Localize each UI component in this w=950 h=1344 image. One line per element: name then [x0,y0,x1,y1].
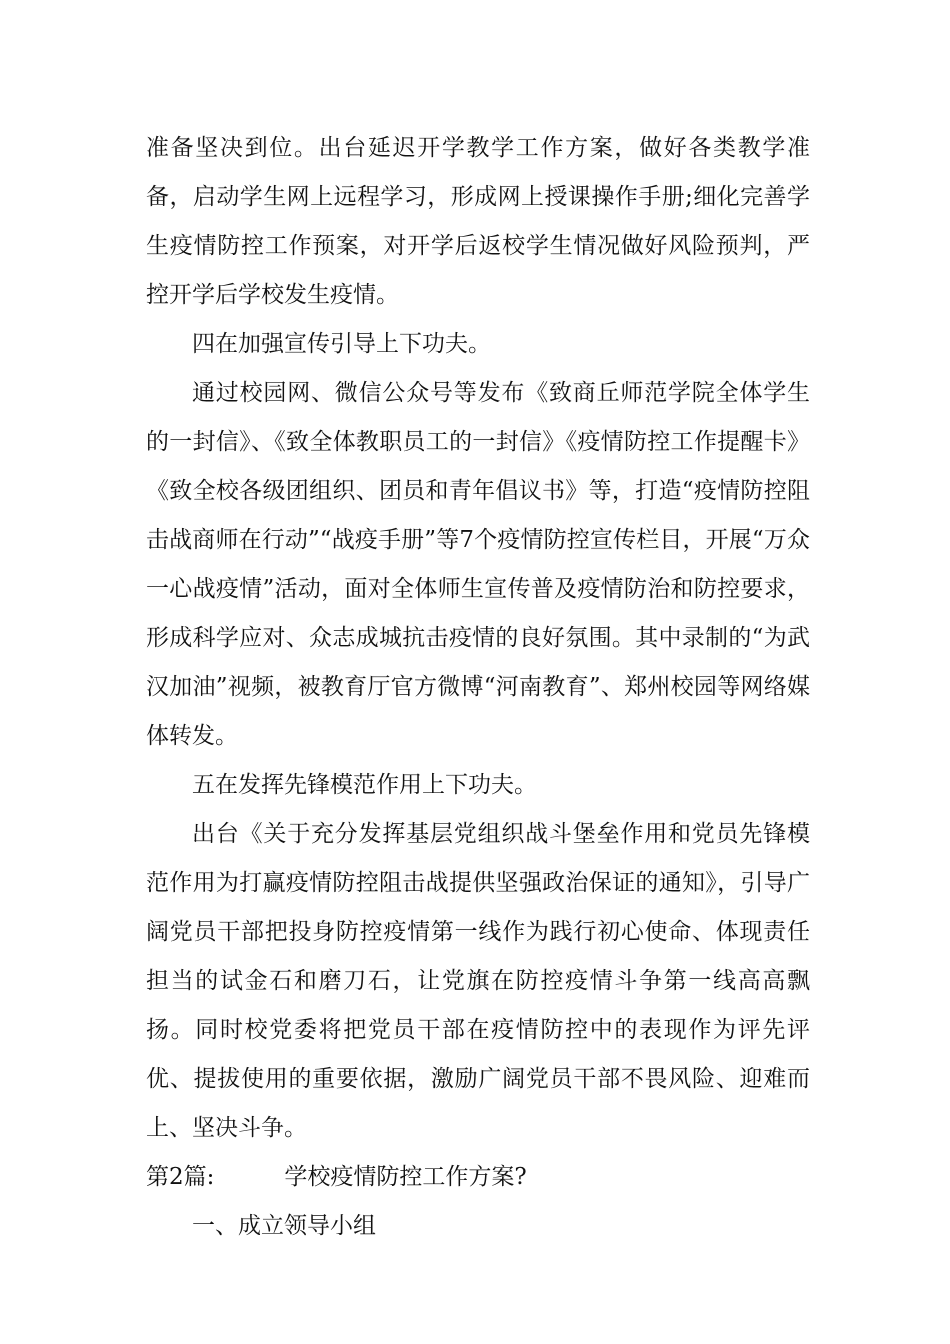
paragraph-prevention-prep: 准备坚决到位。出台延迟开学教学工作方案，做好各类教学准备，启动学生网上远程学习，形成网上授课操作手册;细化完善学生疫情防控工作预案，对开学后返校学生情况做好风险预判，严控开学后学校发生疫情。 [146,135,810,308]
document-body [146,124,810,1251]
chapter-label: 第2篇: [146,1164,215,1190]
section-heading: 一、成立领导小组 [192,1213,376,1239]
heading-vanguard: 五在发挥先锋模范作用上下功夫。 [192,772,537,798]
paragraph-vanguard: 出台《关于充分发挥基层党组织战斗堡垒作用和党员先锋模范作用为打赢疫情防控阻击战提供坚强政治保证的通知》，引导广阔党员干部把投身防控疫情第一线作为践行初心使命、体现责任担当的试金石和磨刀石，让党旗在防控疫情斗争第一线高高飘扬。同时校党委将把党员干部在疫情防控中的表现作为评先评优、提拔使用的重要依据，激励广阔党员干部不畏风险、迎难而上、坚决斗争。 [146,821,810,1141]
chapter-title: 学校疫情防控工作方案? [284,1164,527,1190]
chapter-heading [146,1153,810,1202]
paragraph-publicity: 通过校园网、微信公众号等发布《致商丘师范学院全体学生的一封信》、《致全体教职员工的一封信》《疫情防控工作提醒卡》《致全校各级团组织、团员和青年倡议书》等，打造“疫情防控阻击战商师在行动”“战疫手册”等7个疫情防控宣传栏目，开展“万众一心战疫情”活动，面对全体师生宣传普及疫情防治和防控要求，形成科学应对、众志成城抗击疫情的良好氛围。其中录制的“为武汉加油”视频，被教育厅官方微博“河南教育”、郑州校园等网络媒体转发。 [146,380,810,749]
heading-publicity: 四在加强宣传引导上下功夫。 [192,331,491,357]
